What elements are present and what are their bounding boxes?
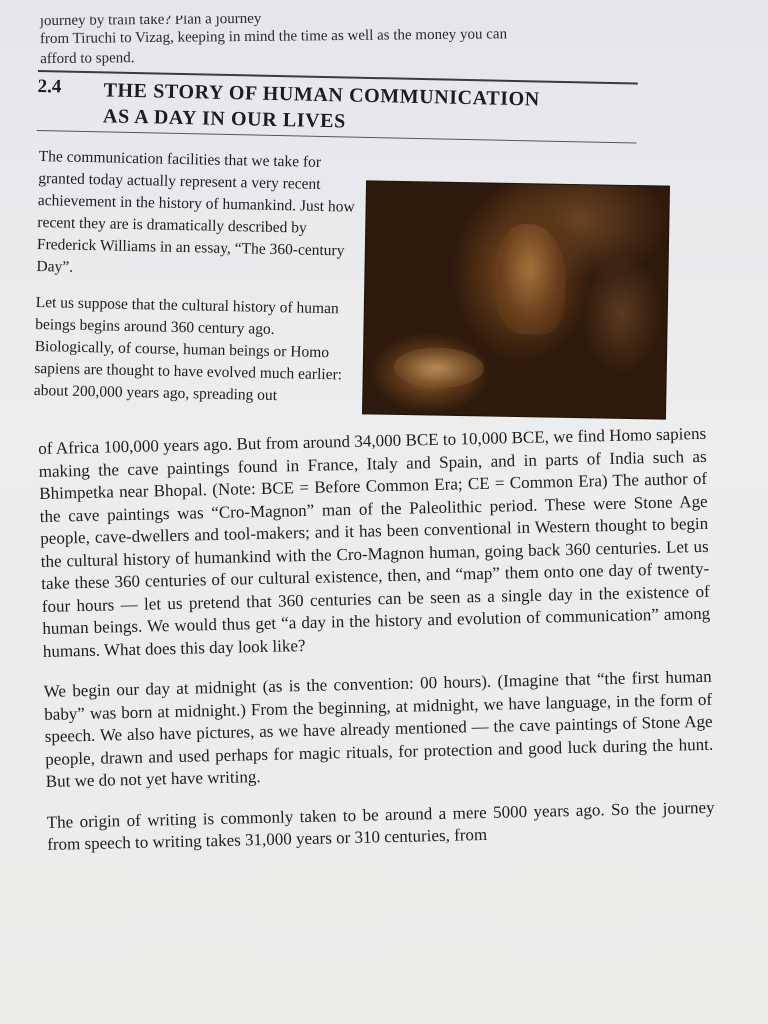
cut-off-line: journey by train take? Plan a journey: [39, 10, 262, 30]
section-number: 2.4: [37, 75, 62, 98]
body-paragraph-3: The origin of writing is commonly taken to be around a mere 5000 years ago. So the journey from speech to writing takes 31,000 years or 310 centuries, from: [46, 797, 715, 854]
section-title-line-2: AS A DAY IN OUR LIVES: [102, 105, 347, 133]
fragment-line-1: from Tiruchi to Vizag, keeping in mind the time as well as the money you can: [39, 26, 508, 48]
cave-painting-photo: [363, 181, 669, 418]
intro-column: [33, 146, 357, 423]
cave-painting-animal: [393, 347, 484, 389]
intro-paragraph-2: Let us suppose that the cultural history of human beings begins around 360 century ago. Biologically, of course, human beings or Homo sapiens are thought to have evolved much earlier: about 200,000 years ago, spreading out: [33, 293, 343, 405]
section-title-line-1: THE STORY OF HUMAN COMMUNICATION: [103, 79, 541, 111]
section-title: [103, 77, 540, 138]
main-body-text: [38, 423, 716, 875]
section-heading: [37, 70, 638, 144]
cave-painting-figure: [494, 224, 566, 335]
fragment-line-2: afford to spend.: [40, 50, 135, 68]
previous-section-fragment: [40, 11, 641, 69]
intro-paragraph-1: The communication facilities that we take for granted today actually represent a very recent achievement in the history of humankind. Just how recent they are is dramatically described by Frederick Williams in an essay, “The 360-century Day”.: [36, 147, 355, 276]
body-paragraph-2: We begin our day at midnight (as is the convention: 00 hours). (Imagine that “the first human baby” was born at midnight.) From the beginning, at midnight, we have language, in the form of speech. We also have pictures, as we have already mentioned — the cave paintings of Stone Age people, drawn and used perhaps for magic rituals, for protection and good luck during the hunt. But we do not yet have writing.: [43, 666, 714, 791]
body-paragraph-1: of Africa 100,000 years ago. But from around 34,000 BCE to 10,000 BCE, we find Homo sapiens making the cave paintings found in France, Italy and Spain, and in parts of India such as Bhimpetka near Bhopal. (Note: BCE = Before Common Era; CE = Common Era) The author of the cave paintings was “Cro-Magnon” man of the Paleolithic period. These were Stone Age people, cave-dwellers and tool-makers; and it has been conventional in Western thought to begin the cultural history of humankind with the Cro-Magnon human, going back 360 centuries. Let us take these 360 centuries of our cultural existence, then, and “map” them onto one day of twenty-four hours — let us pretend that 360 centuries can be seen as a single day in the existence of human beings. We would thus get “a day in the history and evolution of communication” among humans. What does this day look like?: [38, 423, 711, 661]
